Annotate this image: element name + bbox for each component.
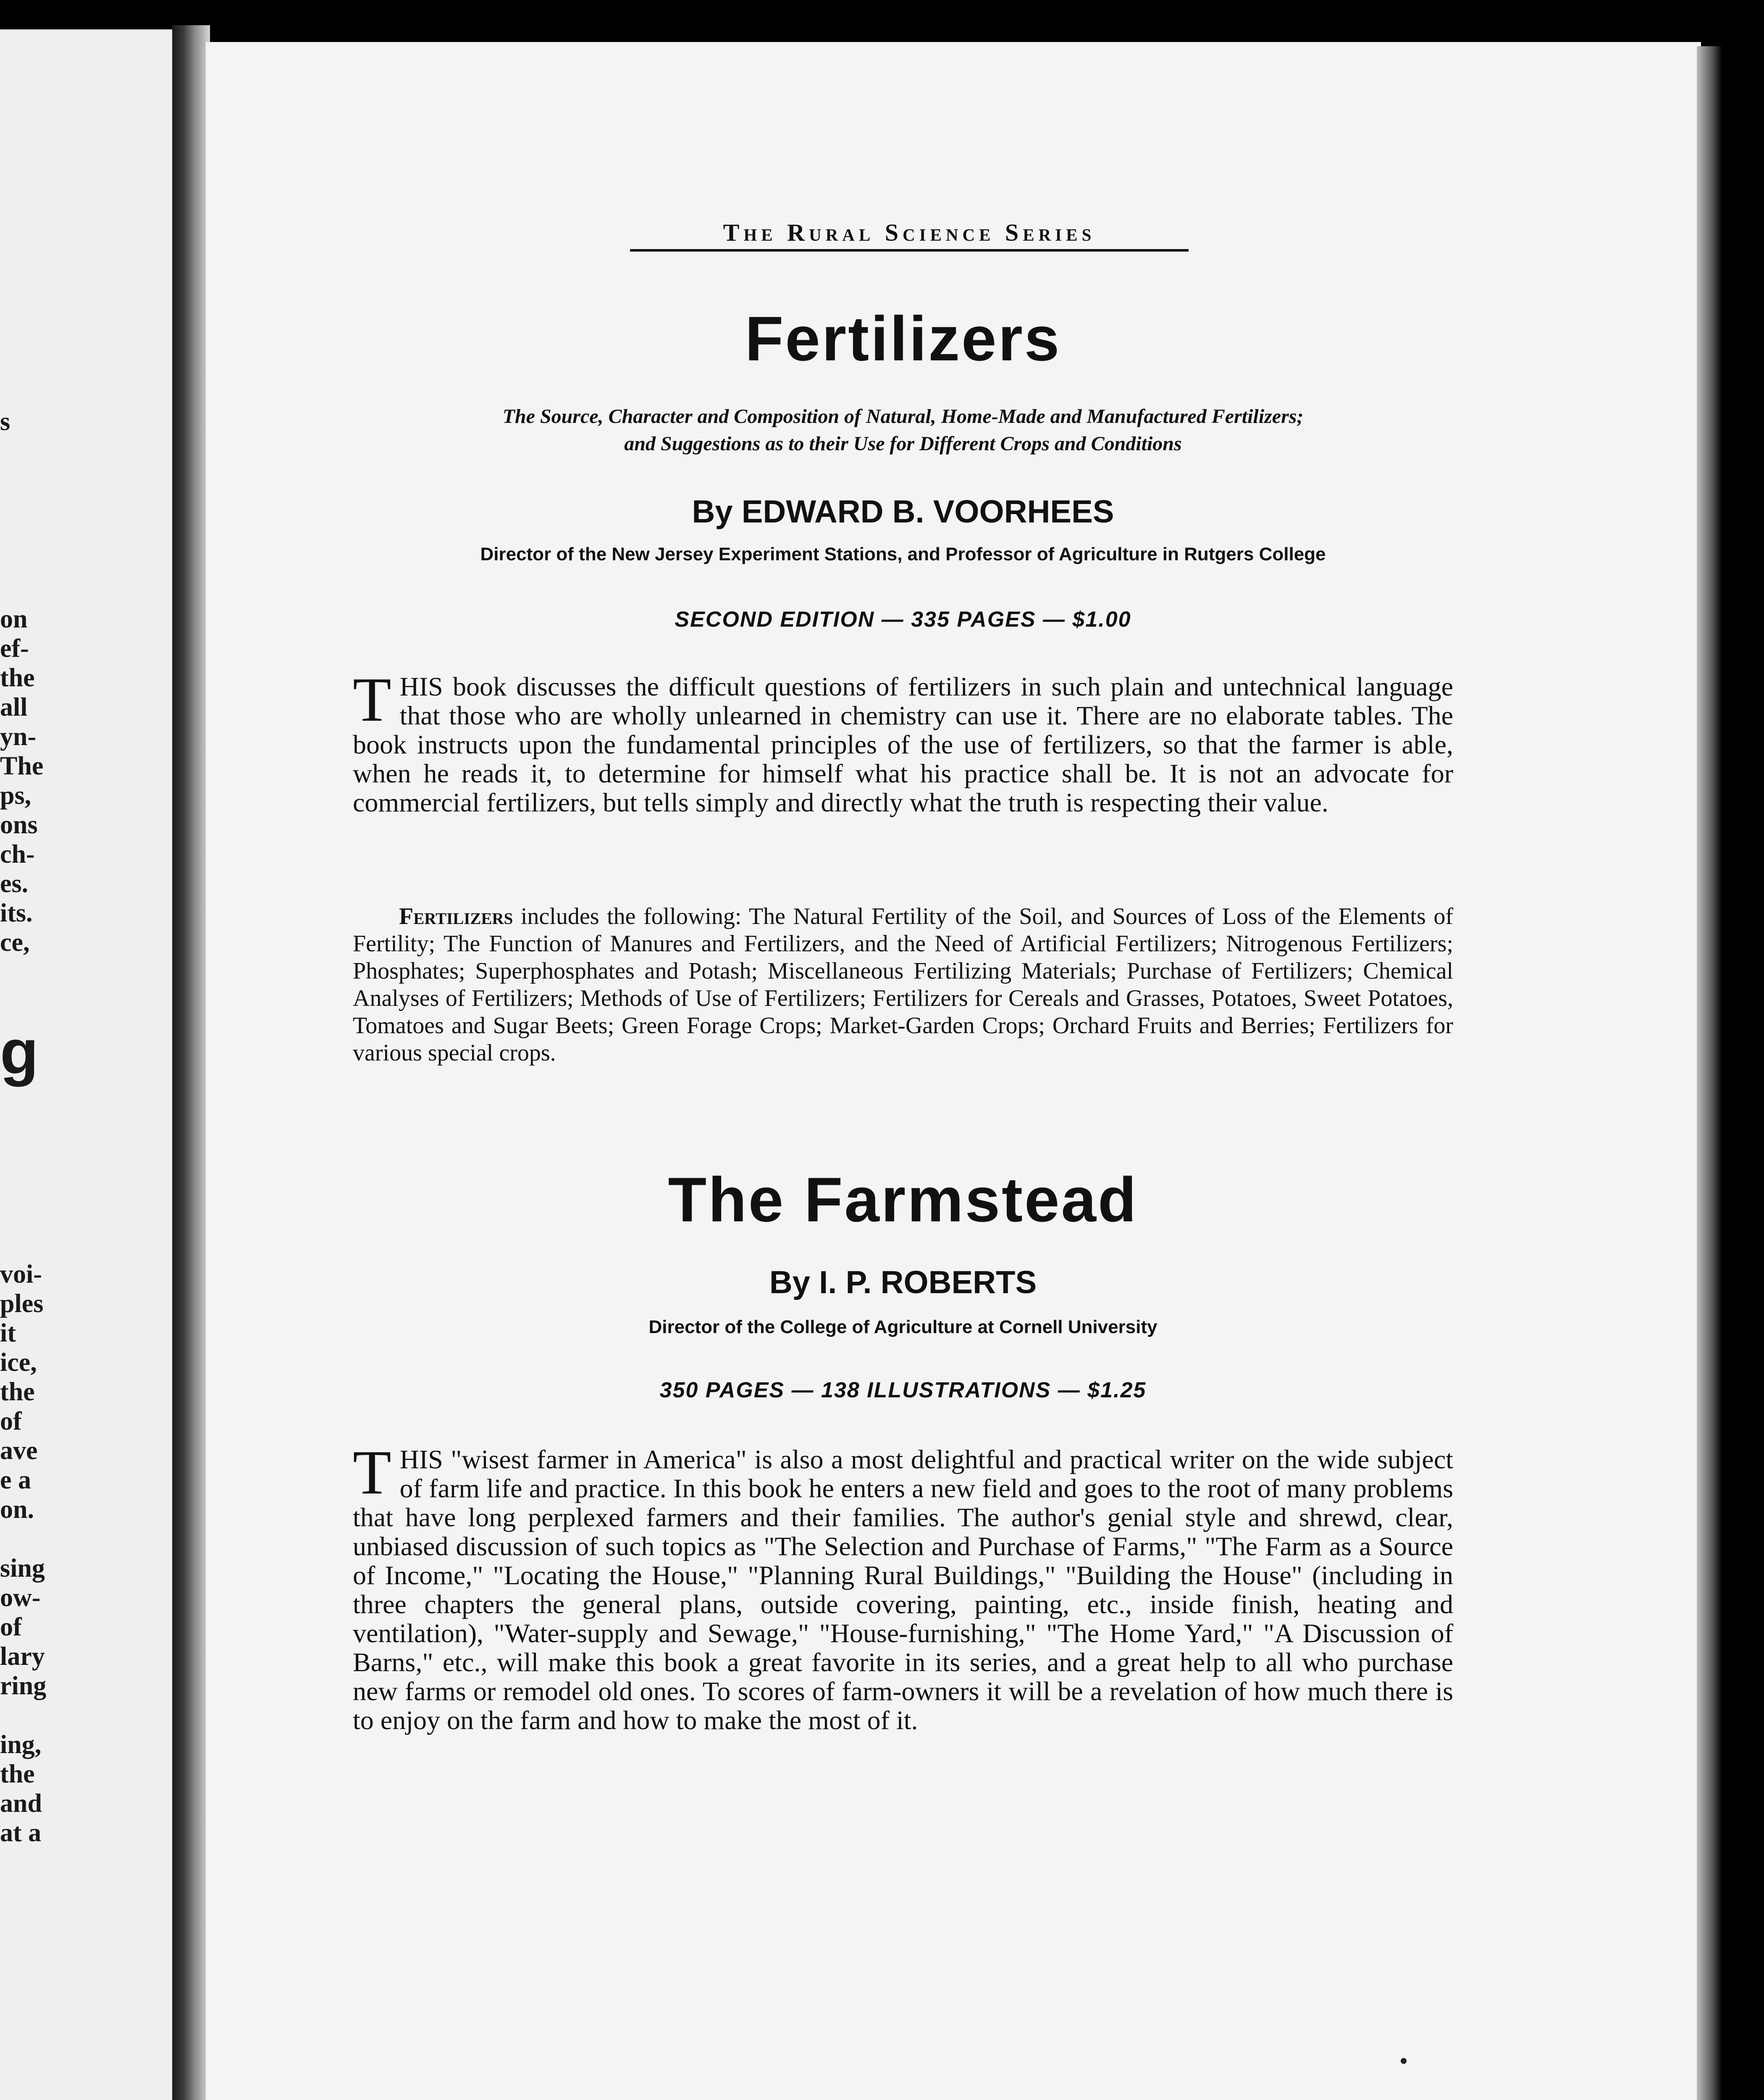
- left-page-text: voi-: [0, 1260, 42, 1289]
- edition-pages-price-farmstead: 350 PAGES — 138 ILLUSTRATIONS — $1.25: [659, 1378, 1147, 1402]
- left-page-text: ons: [0, 811, 38, 839]
- left-page-text: ow-: [0, 1583, 41, 1612]
- left-page-text: ice,: [0, 1348, 37, 1377]
- description-fertilizers: [353, 665, 1453, 817]
- left-page-text: ring: [0, 1672, 47, 1700]
- book-subtitle-line1: The Source, Character and Composition of Natural, Home-Made and Manufactured Fertilizers;: [502, 405, 1304, 428]
- edition-pages-price-fertilizers: SECOND EDITION — 335 PAGES — $1.00: [675, 607, 1131, 632]
- contents-text: includes the following: The Natural Fertility of the Soil, and Sources of Loss of the Elements of Fertility; The Function of Manures and Fertilizers, and the Need of Artificial Fertilizers; Nitrogenous Fertilizers; Phosphates; Superphosphates and Potash; Miscellaneous Fertilizing Materials; Purchase of Fertilizers; Chemical Analyses of Fertilizers; Methods of Use of Fertilizers; Fertilizers for Cereals and Grasses, Potatoes, Sweet Potatoes, Tomatoes and Sugar Beets; Green Forage Crops; Market-Garden Crops; Orchard Fruits and Berries; Fertilizers for various special crops.: [353, 903, 1453, 1066]
- description-farmstead: [353, 1438, 1453, 1735]
- author-byline-voorhees: By EDWARD B. VOORHEES: [692, 494, 1114, 530]
- author-affiliation-voorhees: Director of the New Jersey Experiment Stations, and Professor of Agriculture in Rutgers College: [480, 544, 1326, 564]
- left-page-text: at a: [0, 1819, 42, 1847]
- series-header: The Rural Science Series: [630, 218, 1189, 252]
- left-page-text: ing,: [0, 1730, 42, 1759]
- left-page-text: s: [0, 407, 10, 436]
- left-page-text: of: [0, 1407, 22, 1436]
- left-page-text: and: [0, 1789, 42, 1818]
- left-page-text: sing: [0, 1554, 45, 1583]
- left-page-text: the: [0, 1378, 35, 1406]
- left-page-text: ples: [0, 1289, 44, 1318]
- contents-lead: Fertilizers: [399, 903, 513, 929]
- left-page-text: it: [0, 1319, 16, 1347]
- book-title-fertilizers: Fertilizers: [745, 303, 1061, 374]
- print-speck: [1401, 2058, 1407, 2064]
- left-page-text: yn-: [0, 722, 37, 751]
- book-gutter: [172, 25, 210, 2100]
- left-page-fragment: [0, 29, 181, 2100]
- left-page-text: es.: [0, 869, 29, 898]
- left-page-text: The: [0, 752, 44, 780]
- left-page-text: ce,: [0, 928, 30, 957]
- book-title-farmstead: The Farmstead: [668, 1164, 1138, 1235]
- left-page-text: e a: [0, 1466, 32, 1494]
- author-byline-roberts: By I. P. ROBERTS: [769, 1265, 1037, 1300]
- left-page-text: ave: [0, 1436, 38, 1465]
- left-page-text: on.: [0, 1495, 34, 1524]
- left-page-text: lary: [0, 1642, 45, 1671]
- author-affiliation-roberts: Director of the College of Agriculture at Cornell University: [648, 1317, 1158, 1337]
- page-edge: [1697, 46, 1722, 2100]
- drop-cap: T: [353, 1438, 391, 1507]
- left-page-text: ps,: [0, 781, 32, 810]
- contents-fertilizers: [353, 903, 1453, 1067]
- description-text: HIS book discusses the difficult questions of fertilizers in such plain and untechnical language that those who are wholly unlearned in chemistry can use it. There are no elaborate tables. The book instructs upon the fundamental principles of the use of fertilizers, so that the farmer is able, when he reads it, to determine for himself what his practice shall be. It is not an advocate for commercial fertilizers, but tells simply and directly what the truth is respecting their value.: [353, 672, 1453, 817]
- left-page-text: g: [0, 1016, 39, 1087]
- drop-cap: T: [353, 665, 391, 735]
- left-page-text: the: [0, 1760, 35, 1788]
- left-page-text: the: [0, 664, 35, 692]
- left-page-text: on: [0, 605, 28, 633]
- left-page-text: its.: [0, 899, 33, 927]
- book-subtitle-line2: and Suggestions as to their Use for Different Crops and Conditions: [624, 433, 1182, 455]
- left-page-text: ch-: [0, 840, 35, 869]
- left-page-text: of: [0, 1613, 22, 1641]
- left-page-text: all: [0, 693, 28, 722]
- left-page-text: ef-: [0, 634, 29, 663]
- description-text: HIS "wisest farmer in America" is also a most delightful and practical writer on the wide subject of farm life and practice. In this book he enters a new field and goes to the root of many problems that have long perplexed farmers and their families. The author's genial style and shrewd, clear, unbiased discussion of such topics as "The Selection and Purchase of Farms," "The Farm as a Source of Income," "Locating the House," "Planning Rural Buildings," "Building the House" (including in three chapters the general plans, outside covering, painting, etc., inside finish, heating and ventilation), "Water-supply and Sewage," "House-furnishing," "The Home Yard," "A Discussion of Barns," etc., will make this book a great favorite in its series, and a great help to all who purchase new farms or remodel old ones. To scores of farm-owners it will be a revelation of how much there is to enjoy on the farm and how to make the most of it.: [353, 1444, 1453, 1735]
